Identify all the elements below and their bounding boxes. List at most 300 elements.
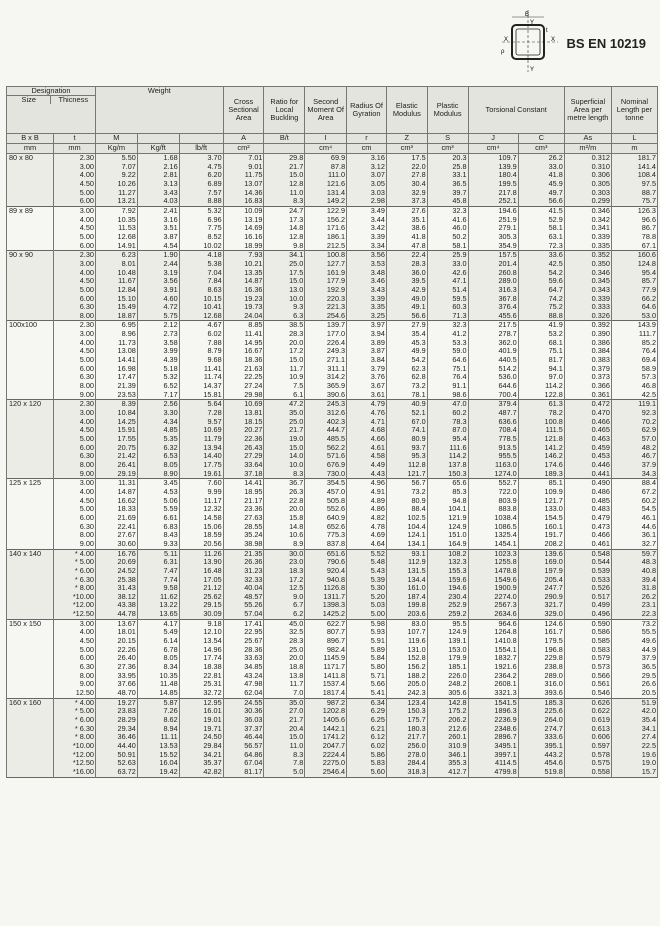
value-cell: 58.1 bbox=[518, 224, 564, 233]
value-cell: 76.4 bbox=[611, 347, 657, 356]
value-cell: 29.84 bbox=[179, 742, 223, 751]
size-cell bbox=[7, 637, 54, 646]
value-cell: 109.7 bbox=[468, 154, 518, 163]
value-cell: 33.0 bbox=[518, 163, 564, 172]
table-row bbox=[7, 716, 658, 725]
value-cell: 10.02 bbox=[179, 242, 223, 251]
value-cell: 52.63 bbox=[95, 759, 137, 768]
value-cell: 3.42 bbox=[347, 224, 387, 233]
value-cell: 987.2 bbox=[305, 698, 347, 707]
value-cell: 3.97 bbox=[347, 321, 387, 330]
value-cell: 2364.2 bbox=[468, 672, 518, 681]
value-cell: 108.4 bbox=[611, 171, 657, 180]
size-cell bbox=[7, 295, 54, 304]
value-cell: 0.544 bbox=[564, 558, 611, 567]
value-cell: 13.81 bbox=[223, 409, 264, 418]
unit-cell: lb/ft bbox=[179, 144, 223, 154]
value-cell: 15.49 bbox=[95, 303, 137, 312]
value-cell: 333.6 bbox=[518, 733, 564, 742]
value-cell: 0.573 bbox=[564, 663, 611, 672]
value-cell: 126.3 bbox=[611, 206, 657, 215]
value-cell: 14.96 bbox=[179, 646, 223, 655]
value-cell: 803.9 bbox=[468, 497, 518, 506]
value-cell: *16.00 bbox=[54, 768, 96, 777]
value-cell: 20.0 bbox=[264, 339, 305, 348]
value-cell: 44.40 bbox=[95, 742, 137, 751]
value-cell: 56.57 bbox=[223, 742, 264, 751]
value-cell: 11.41 bbox=[179, 365, 223, 374]
size-cell bbox=[7, 531, 54, 540]
size-cell bbox=[7, 733, 54, 742]
value-cell: 4.68 bbox=[347, 426, 387, 435]
value-cell: 29.15 bbox=[179, 601, 223, 610]
value-cell: 175.2 bbox=[427, 707, 468, 716]
value-cell: 2.30 bbox=[54, 154, 96, 163]
value-cell: 2.12 bbox=[137, 321, 179, 330]
table-row bbox=[7, 540, 658, 549]
unit-cell: mm bbox=[7, 144, 54, 154]
value-cell: 0.539 bbox=[564, 567, 611, 576]
value-cell: 7.28 bbox=[179, 409, 223, 418]
value-cell: 59.7 bbox=[611, 549, 657, 558]
value-cell: * 6.30 bbox=[54, 725, 96, 734]
table-row bbox=[7, 470, 658, 479]
value-cell: 8.94 bbox=[137, 725, 179, 734]
value-cell: 35.24 bbox=[223, 531, 264, 540]
value-cell: 39.4 bbox=[611, 576, 657, 585]
value-cell: 171.6 bbox=[305, 224, 347, 233]
value-cell: 27.9 bbox=[386, 321, 427, 330]
value-cell: *12.50 bbox=[54, 759, 96, 768]
value-cell: 4.72 bbox=[137, 303, 179, 312]
table-row bbox=[7, 189, 658, 198]
value-cell: 0.346 bbox=[564, 206, 611, 215]
value-cell: 9.8 bbox=[264, 242, 305, 251]
value-cell: 74.1 bbox=[386, 426, 427, 435]
value-cell: 9.0 bbox=[264, 593, 305, 602]
value-cell: 20.56 bbox=[179, 540, 223, 549]
table-row bbox=[7, 576, 658, 585]
value-cell: 33.6 bbox=[518, 251, 564, 260]
value-cell: 27.63 bbox=[223, 514, 264, 523]
value-cell: 121.7 bbox=[518, 497, 564, 506]
table-row bbox=[7, 497, 658, 506]
value-cell: 6.83 bbox=[137, 523, 179, 532]
value-cell: 133.0 bbox=[518, 505, 564, 514]
value-cell: 0.441 bbox=[564, 470, 611, 479]
value-cell: 124.9 bbox=[427, 628, 468, 637]
value-cell: 32.9 bbox=[386, 189, 427, 198]
value-cell: 1454.1 bbox=[468, 540, 518, 549]
value-cell: 23.36 bbox=[223, 505, 264, 514]
value-cell: 393.6 bbox=[518, 689, 564, 698]
size-cell bbox=[7, 610, 54, 619]
value-cell: 36.0 bbox=[386, 269, 427, 278]
value-cell: 59.0 bbox=[427, 347, 468, 356]
value-cell: 78.3 bbox=[427, 418, 468, 427]
value-cell: 5.35 bbox=[137, 435, 179, 444]
value-cell: 159.6 bbox=[427, 576, 468, 585]
value-cell: 365.9 bbox=[305, 382, 347, 391]
header-elastic: Elastic Modulus bbox=[386, 87, 427, 134]
value-cell: 6.95 bbox=[95, 321, 137, 330]
value-cell: 35.0 bbox=[264, 698, 305, 707]
value-cell: 177.0 bbox=[305, 330, 347, 339]
value-cell: 111.6 bbox=[427, 444, 468, 453]
value-cell: 14.25 bbox=[95, 418, 137, 427]
table-row bbox=[7, 514, 658, 523]
value-cell: 64.86 bbox=[223, 751, 264, 760]
value-cell: 32.33 bbox=[223, 576, 264, 585]
value-cell: 13.90 bbox=[179, 558, 223, 567]
header-thickness: Thiсness bbox=[58, 95, 89, 105]
value-cell: 157.5 bbox=[468, 251, 518, 260]
size-group bbox=[7, 206, 658, 250]
value-cell: 17.75 bbox=[179, 461, 223, 470]
value-cell: 98.6 bbox=[427, 391, 468, 400]
value-cell: 0.579 bbox=[564, 654, 611, 663]
value-cell: 3.00 bbox=[54, 479, 96, 488]
value-cell: 19.23 bbox=[223, 295, 264, 304]
value-cell: 5.83 bbox=[347, 759, 387, 768]
value-cell: 13.54 bbox=[179, 637, 223, 646]
spec-table bbox=[6, 86, 658, 778]
value-cell: 4.60 bbox=[137, 295, 179, 304]
value-cell: 37.37 bbox=[223, 725, 264, 734]
value-cell: 217.5 bbox=[468, 321, 518, 330]
value-cell: 8.05 bbox=[137, 654, 179, 663]
value-cell: 19.61 bbox=[179, 470, 223, 479]
table-row bbox=[7, 435, 658, 444]
value-cell: 2.81 bbox=[137, 171, 179, 180]
value-cell: 180.3 bbox=[386, 725, 427, 734]
value-cell: 156.2 bbox=[386, 663, 427, 672]
value-cell: 249.3 bbox=[305, 347, 347, 356]
table-row bbox=[7, 373, 658, 382]
value-cell: 47.0 bbox=[427, 400, 468, 409]
value-cell: 5.30 bbox=[347, 584, 387, 593]
value-cell: 0.578 bbox=[564, 751, 611, 760]
value-cell: 3.43 bbox=[137, 189, 179, 198]
value-cell: 77.9 bbox=[611, 286, 657, 295]
value-cell: 5.86 bbox=[347, 751, 387, 760]
value-cell: 62.3 bbox=[386, 365, 427, 374]
value-cell: 10.9 bbox=[264, 373, 305, 382]
value-cell: 247.7 bbox=[518, 584, 564, 593]
value-cell: 0.392 bbox=[564, 321, 611, 330]
table-row bbox=[7, 400, 658, 409]
value-cell: 160.1 bbox=[518, 523, 564, 532]
value-cell: 314.2 bbox=[305, 373, 347, 382]
value-cell: 18.01 bbox=[95, 628, 137, 637]
value-cell: 35.37 bbox=[179, 759, 223, 768]
value-cell: 4.69 bbox=[347, 531, 387, 540]
table-row bbox=[7, 154, 658, 163]
value-cell: 62.8 bbox=[386, 373, 427, 382]
unit-cell: Kg/m bbox=[95, 144, 137, 154]
value-cell: 97.5 bbox=[611, 180, 657, 189]
value-cell: 5.49 bbox=[137, 628, 179, 637]
value-cell: 487.7 bbox=[468, 409, 518, 418]
value-cell: 1145.9 bbox=[305, 654, 347, 663]
value-cell: 40.8 bbox=[611, 567, 657, 576]
value-cell: 4.58 bbox=[347, 452, 387, 461]
value-cell: 11.67 bbox=[95, 277, 137, 286]
value-cell: 3.45 bbox=[137, 479, 179, 488]
value-cell: 6.2 bbox=[264, 610, 305, 619]
value-cell: 94.8 bbox=[427, 497, 468, 506]
value-cell: 8.88 bbox=[179, 197, 223, 206]
value-cell: 121.8 bbox=[518, 435, 564, 444]
value-cell: 11.74 bbox=[179, 373, 223, 382]
value-cell: 0.586 bbox=[564, 628, 611, 637]
value-cell: *12.00 bbox=[54, 751, 96, 760]
value-cell: 42.6 bbox=[427, 269, 468, 278]
value-cell: 15.8 bbox=[264, 514, 305, 523]
value-cell: 0.479 bbox=[564, 514, 611, 523]
value-cell: 51.4 bbox=[427, 286, 468, 295]
value-cell: 19.0 bbox=[264, 435, 305, 444]
value-cell: 7.04 bbox=[179, 269, 223, 278]
value-cell: 20.4 bbox=[264, 725, 305, 734]
value-cell: 6.30 bbox=[54, 663, 96, 672]
size-cell bbox=[7, 382, 54, 391]
value-cell: 17.74 bbox=[179, 654, 223, 663]
value-cell: 36.03 bbox=[223, 716, 264, 725]
value-cell: 552.6 bbox=[305, 505, 347, 514]
value-cell: 22.3 bbox=[611, 610, 657, 619]
value-cell: 27.24 bbox=[223, 382, 264, 391]
value-cell: 9.3 bbox=[264, 303, 305, 312]
value-cell: 3.91 bbox=[137, 286, 179, 295]
value-cell: 10.21 bbox=[223, 260, 264, 269]
value-cell: 139.6 bbox=[518, 549, 564, 558]
value-cell: 6.21 bbox=[347, 725, 387, 734]
value-cell: 4.00 bbox=[54, 628, 96, 637]
value-cell: 4.50 bbox=[54, 497, 96, 506]
value-cell: 14.69 bbox=[223, 224, 264, 233]
value-cell: 0.583 bbox=[564, 646, 611, 655]
value-cell: 0.303 bbox=[564, 189, 611, 198]
value-cell: 68.1 bbox=[518, 339, 564, 348]
value-cell: 16.98 bbox=[95, 365, 137, 374]
value-cell: 63.1 bbox=[518, 233, 564, 242]
value-cell: 5.03 bbox=[347, 601, 387, 610]
value-cell: 73.2 bbox=[386, 382, 427, 391]
value-cell: 179.5 bbox=[518, 637, 564, 646]
value-cell: 1896.3 bbox=[468, 707, 518, 716]
value-cell: 52.1 bbox=[386, 409, 427, 418]
value-cell: 37.3 bbox=[386, 197, 427, 206]
value-cell: 53.0 bbox=[611, 312, 657, 321]
size-group bbox=[7, 251, 658, 321]
value-cell: 3.12 bbox=[347, 163, 387, 172]
table-row bbox=[7, 479, 658, 488]
size-group bbox=[7, 698, 658, 777]
value-cell: 28.29 bbox=[95, 716, 137, 725]
value-cell: 69.4 bbox=[611, 356, 657, 365]
value-cell: 104.4 bbox=[386, 523, 427, 532]
value-cell: 38.6 bbox=[386, 224, 427, 233]
value-cell: 1325.4 bbox=[468, 531, 518, 540]
value-cell: 11.27 bbox=[95, 189, 137, 198]
value-cell: 12.5 bbox=[264, 584, 305, 593]
value-cell: * 4.00 bbox=[54, 549, 96, 558]
value-cell: 139.7 bbox=[305, 321, 347, 330]
value-cell: 940.8 bbox=[305, 576, 347, 585]
value-cell: 88.4 bbox=[386, 505, 427, 514]
value-cell: 139.9 bbox=[468, 163, 518, 172]
value-cell: 25.9 bbox=[427, 251, 468, 260]
value-cell: 6.00 bbox=[54, 242, 96, 251]
value-cell: 4.64 bbox=[347, 540, 387, 549]
value-cell: 4.91 bbox=[347, 488, 387, 497]
value-cell: 49.0 bbox=[386, 295, 427, 304]
size-cell bbox=[7, 426, 54, 435]
value-cell: 73.2 bbox=[386, 488, 427, 497]
value-cell: 33.64 bbox=[223, 461, 264, 470]
value-cell: 111.5 bbox=[518, 426, 564, 435]
value-cell: 134.1 bbox=[386, 540, 427, 549]
value-cell: 67.0 bbox=[386, 418, 427, 427]
value-cell: 47.2 bbox=[264, 400, 305, 409]
size-cell bbox=[7, 391, 54, 400]
value-cell: 455.6 bbox=[468, 312, 518, 321]
value-cell: 312.6 bbox=[305, 409, 347, 418]
value-cell: 5.11 bbox=[137, 549, 179, 558]
value-cell: 4.78 bbox=[347, 523, 387, 532]
table-row bbox=[7, 242, 658, 251]
value-cell: 53.3 bbox=[427, 339, 468, 348]
value-cell: 4.50 bbox=[54, 347, 96, 356]
value-cell: 2275.0 bbox=[305, 759, 347, 768]
value-cell: 8.3 bbox=[264, 470, 305, 479]
value-cell: 11.79 bbox=[179, 435, 223, 444]
value-cell: 19.71 bbox=[179, 725, 223, 734]
value-cell: 212.5 bbox=[305, 242, 347, 251]
value-cell: 206.2 bbox=[427, 716, 468, 725]
value-cell: 1541.5 bbox=[468, 698, 518, 707]
table-row bbox=[7, 260, 658, 269]
value-cell: 37.18 bbox=[223, 470, 264, 479]
value-cell: 131.5 bbox=[386, 567, 427, 576]
value-cell: 47.1 bbox=[427, 277, 468, 286]
value-cell: 188.2 bbox=[386, 672, 427, 681]
value-cell: 651.6 bbox=[305, 549, 347, 558]
table-row bbox=[7, 584, 658, 593]
value-cell: 4.00 bbox=[54, 269, 96, 278]
value-cell: 150.3 bbox=[386, 707, 427, 716]
value-cell: 22.36 bbox=[223, 435, 264, 444]
value-cell: 229.8 bbox=[518, 654, 564, 663]
value-cell: 21.7 bbox=[264, 163, 305, 172]
value-cell: 0.299 bbox=[564, 197, 611, 206]
value-cell: 12.68 bbox=[179, 312, 223, 321]
value-cell: 1274.0 bbox=[468, 470, 518, 479]
value-cell: 181.7 bbox=[611, 154, 657, 163]
value-cell: 17.2 bbox=[264, 347, 305, 356]
value-cell: 8.00 bbox=[54, 531, 96, 540]
value-cell: 57.0 bbox=[611, 435, 657, 444]
value-cell: 50.2 bbox=[427, 233, 468, 242]
value-cell: 5.91 bbox=[347, 637, 387, 646]
value-cell: 4.89 bbox=[347, 497, 387, 506]
value-cell: 289.0 bbox=[468, 277, 518, 286]
value-cell: 5.59 bbox=[137, 505, 179, 514]
value-cell: 9.58 bbox=[137, 584, 179, 593]
value-cell: 6.32 bbox=[137, 444, 179, 453]
value-cell: 29.8 bbox=[264, 154, 305, 163]
value-cell: 730.0 bbox=[305, 470, 347, 479]
value-cell: 6.1 bbox=[264, 391, 305, 400]
unit-cell: cm³ bbox=[518, 144, 564, 154]
value-cell: 17.5 bbox=[264, 269, 305, 278]
table-row bbox=[7, 733, 658, 742]
value-cell: 24.7 bbox=[264, 206, 305, 215]
value-cell: 284.4 bbox=[386, 759, 427, 768]
value-cell: 13.0 bbox=[264, 286, 305, 295]
value-cell: 37.9 bbox=[611, 654, 657, 663]
value-cell: 21.39 bbox=[95, 382, 137, 391]
value-cell: 19.42 bbox=[137, 768, 179, 777]
value-cell: 11.31 bbox=[95, 479, 137, 488]
value-cell: 9.00 bbox=[54, 540, 96, 549]
value-cell: 179.9 bbox=[427, 654, 468, 663]
value-cell: 14.41 bbox=[223, 479, 264, 488]
value-cell: * 4.00 bbox=[54, 698, 96, 707]
value-cell: 20.15 bbox=[95, 637, 137, 646]
value-cell: *10.00 bbox=[54, 593, 96, 602]
value-cell: 66.2 bbox=[611, 295, 657, 304]
value-cell: 38.98 bbox=[223, 540, 264, 549]
value-cell: 41.9 bbox=[518, 321, 564, 330]
value-cell: 92.3 bbox=[611, 409, 657, 418]
size-cell bbox=[7, 444, 54, 453]
value-cell: 64.7 bbox=[518, 286, 564, 295]
value-cell: 722.0 bbox=[468, 488, 518, 497]
value-cell: 376.4 bbox=[468, 303, 518, 312]
value-cell: 10.35 bbox=[137, 672, 179, 681]
value-cell: 6.00 bbox=[54, 514, 96, 523]
value-cell: 21.69 bbox=[95, 514, 137, 523]
value-cell: 4.00 bbox=[54, 216, 96, 225]
size-cell bbox=[7, 540, 54, 549]
table-row bbox=[7, 689, 658, 698]
value-cell: 15.91 bbox=[95, 426, 137, 435]
value-cell: 142.8 bbox=[427, 698, 468, 707]
value-cell: 88.7 bbox=[611, 189, 657, 198]
value-cell: 62.9 bbox=[611, 426, 657, 435]
value-cell: 18.95 bbox=[223, 488, 264, 497]
value-cell: 67.04 bbox=[223, 759, 264, 768]
value-cell: 1255.8 bbox=[468, 558, 518, 567]
diagram-label-x-right: X bbox=[551, 37, 556, 43]
value-cell: 11.0 bbox=[264, 189, 305, 198]
value-cell: 0.613 bbox=[564, 725, 611, 734]
size-cell bbox=[7, 514, 54, 523]
value-cell: 3495.1 bbox=[468, 742, 518, 751]
value-cell: 17.55 bbox=[95, 435, 137, 444]
value-cell: 0.326 bbox=[564, 312, 611, 321]
value-cell: 0.490 bbox=[564, 479, 611, 488]
size-cell bbox=[7, 707, 54, 716]
value-cell: 0.306 bbox=[564, 171, 611, 180]
value-cell: 192.9 bbox=[305, 286, 347, 295]
value-cell: 36.5 bbox=[427, 180, 468, 189]
symbol-cell: As bbox=[564, 134, 611, 144]
value-cell: 1478.8 bbox=[468, 567, 518, 576]
header-area: Cross Sectional Area bbox=[223, 87, 264, 134]
